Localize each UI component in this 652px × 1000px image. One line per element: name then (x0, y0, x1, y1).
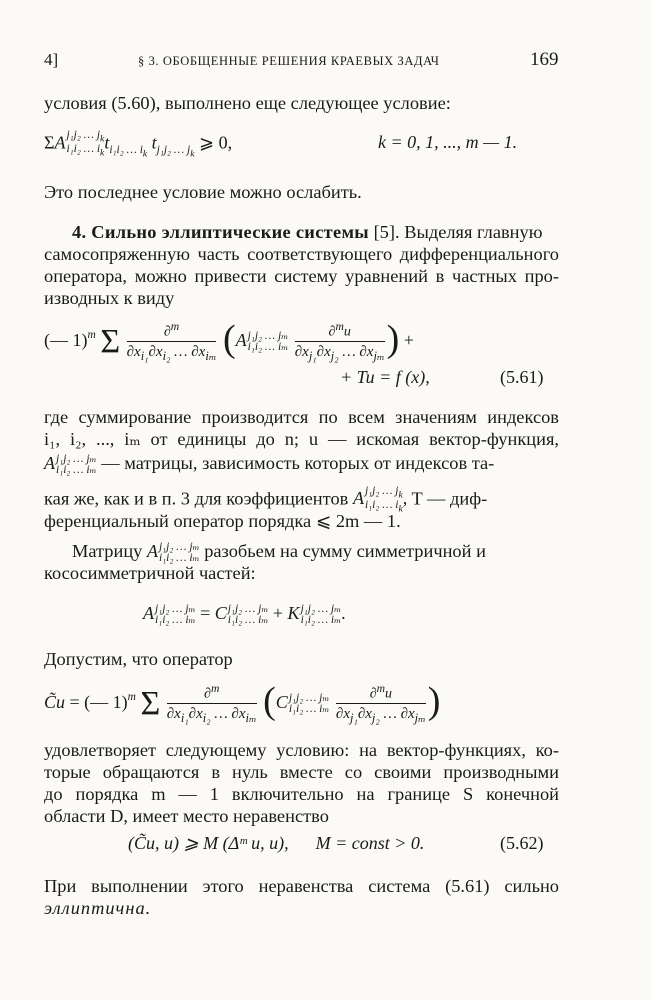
text-line: где суммирование производится по всем значениям индексов (44, 407, 559, 427)
text-span: Выделяя главную (404, 222, 543, 242)
text-line: условия (5.60), выполнено еще следующее условие: (44, 93, 451, 113)
operator-formula: C̃u = (— 1)$^m$ Σ $\frac{\partial^m}{\partial x_{i_1}\partial x_{i_2} \dots \partial x_{i_m}}$ (C j₁j₂ … jₘ i₁i₂ … iₘ $\frac{\partial^mu}{\partial x_{j_1}\partial x_{j_2} \dots \partial x_{j_m}}$ ) (44, 680, 441, 726)
decomposition-formula: A j₁j₂ … jₘ i₁i₂ … iₘ = C j₁j₂ … jₘ i₁i₂ … iₘ + K j₁j₂ … jₘ i₁i₂ … iₘ . (143, 602, 346, 626)
equation-number: (5.61) (500, 367, 544, 387)
text-line: торые обращаются в нуль вместе со своими производными (44, 762, 559, 782)
text-line: изводных к виду (44, 288, 175, 308)
equation-number: (5.62) (500, 833, 544, 853)
text-line: кососимметричной частей: (44, 563, 256, 583)
text-line: Матрицу A j₁j₂ … jₘ i₁i₂ … iₘ разобьем на сумму симметричной и (72, 540, 486, 564)
text-span: T — диф- (411, 488, 488, 509)
reference: [5]. (373, 222, 400, 242)
text-span: разобьем на сумму симметричной и (204, 541, 486, 561)
section-title: 4. Сильно эллиптические системы (72, 222, 369, 242)
running-title: § 3. ОБОБЩЕННЫЕ РЕШЕНИЯ КРАЕВЫХ ЗАДАЧ (138, 54, 440, 68)
section-heading (72, 221, 542, 243)
text-line: i₁, i₂, ..., iₘ от единицы до n; u — искомая вектор-функция, (44, 429, 559, 449)
condition-range: k = 0, 1, ..., m — 1. (378, 132, 518, 152)
section-marker: 4] (44, 50, 59, 69)
equation-5-61-part1: (— 1)$^m$ Σ $\frac{\partial^m}{\partial x_{i_1}\partial x_{i_2} \dots \partial x_{i_m}}$ (A j₁j₂ … jₘ i₁i₂ … iₘ $\frac{\partial^mu}{\partial x_{j_1}\partial x_{j_2} \dots \partial x_{j_m}}$ ) + (44, 318, 414, 364)
text-span: Матрицу (72, 541, 143, 561)
text-line: При выполнении этого неравенства система (5.61) сильно (44, 876, 559, 896)
text-line: удовлетворяет следующему условию: на вектор-функциях, ко- (44, 740, 559, 760)
equation-5-61-part2: + Tu = f (x), (340, 367, 430, 387)
text-line: до порядка m — 1 включительно на границе S конечной (44, 784, 559, 804)
page-number: 169 (530, 49, 559, 70)
condition-formula: ΣA j₁j₂ … $j_k$ i₁i₂ … $i_k$ $t_{i_1i_2 \dots i_k}$ $t_{j_1j_2 \dots j_k}$ ⩾ 0, (44, 129, 233, 160)
text-line: области D, имеет место неравенство (44, 806, 329, 826)
text-line: оператора, можно привести систему уравнений в частных про- (44, 266, 559, 286)
text-span: кая же, как и в п. 3 для коэффициентов (44, 488, 349, 509)
text-line: эллиптична. (44, 898, 152, 918)
text-line: кая же, как и в п. 3 для коэффициентов A j₁j₂ … $j_k$ i₁i₂ … $i_k$ , T — диф- (44, 485, 488, 515)
text-line: Допустим, что оператор (44, 649, 233, 669)
text-line: A j₁j₂ … jₘ i₁i₂ … iₘ — матрицы, зависимость которых от индексов та- (44, 452, 495, 476)
text-line: самосопряженную часть соответствующего дифференциального (44, 244, 559, 264)
text-line: Это последнее условие можно ослабить. (44, 182, 362, 202)
text-span: — матрицы, зависимость которых от индексов та- (101, 453, 495, 473)
text-line: ференциальный оператор порядка ⩽ 2m — 1. (44, 511, 401, 531)
equation-5-62: (C̃u, u) ⩾ M (Δᵐ u, u), M = const > 0. (128, 833, 425, 853)
